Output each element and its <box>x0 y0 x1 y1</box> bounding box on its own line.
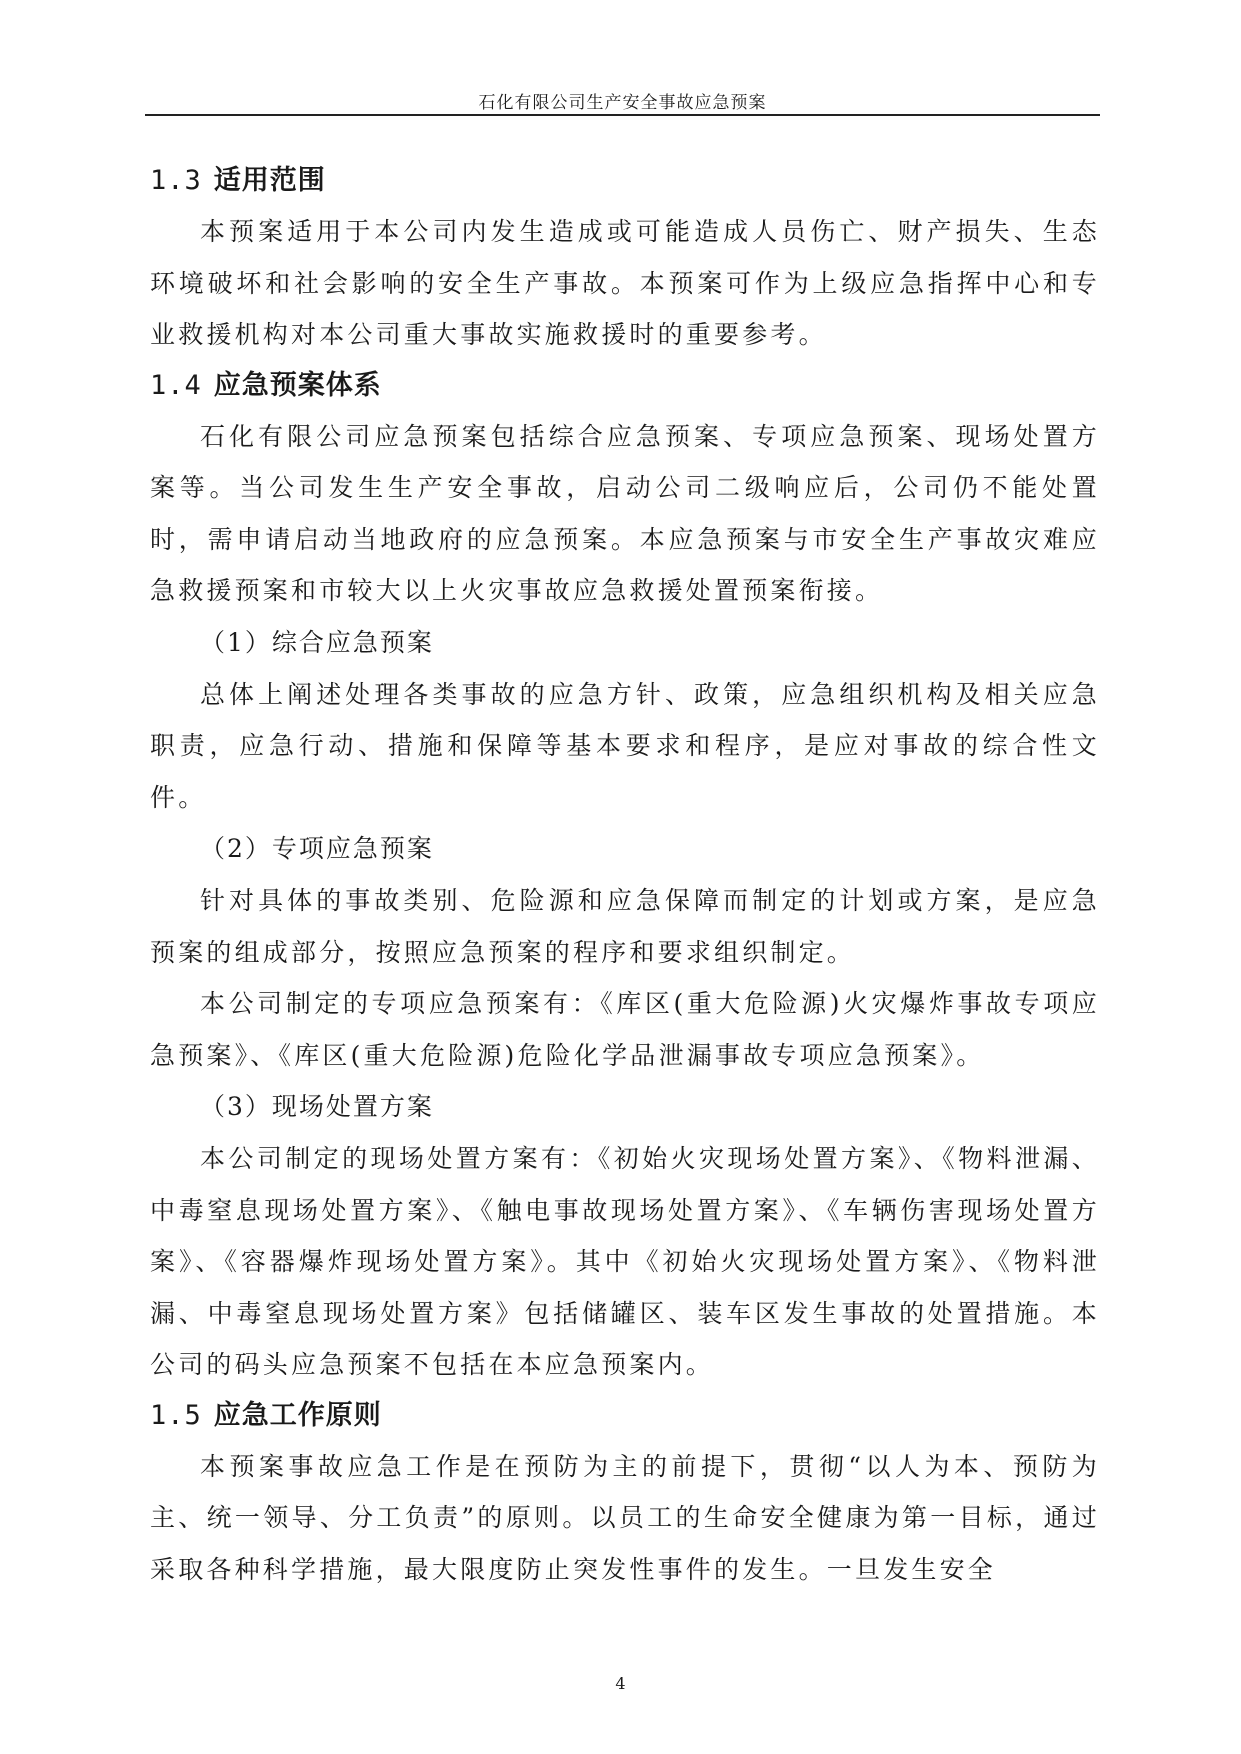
page-body <box>150 156 1100 1595</box>
subsection-label: （1）综合应急预案 <box>200 627 434 657</box>
section-number: 1.3 <box>150 165 202 196</box>
section-title: 应急工作原则 <box>213 1399 382 1431</box>
section-title: 适用范围 <box>213 165 326 196</box>
paragraph: 本预案事故应急工作是在预防为主的前提下，贯彻“以人为本、预防为主、统一领导、分工负责”的原则。以员工的生命安全健康为第一目标，通过采取各种科学措施，最大限度防止突发性事件的发生。一旦发生安全 <box>150 1451 1100 1584</box>
section-number: 1.4 <box>150 369 202 401</box>
paragraph: 石化有限公司应急预案包括综合应急预案、专项应急预案、现场处置方案等。当公司发生生产安全事故，启动公司二级响应后，公司仍不能处置时，需申请启动当地政府的应急预案。本应急预案与市安全生产事故灾难应急救援预案和市较大以上火灾事故应急救援处置预案衔接。 <box>150 421 1100 605</box>
section-heading <box>150 1391 1100 1441</box>
page-number: 4 <box>615 1674 626 1693</box>
header-divider <box>145 114 1100 116</box>
subsection-label: （2）专项应急预案 <box>200 834 434 863</box>
subsection-label: （3）现场处置方案 <box>200 1092 434 1121</box>
paragraph: 总体上阐述处理各类事故的应急方针、政策，应急组织机构及相关应急职责，应急行动、措施和保障等基本要求和程序，是应对事故的综合性文件。 <box>150 679 1100 812</box>
section-heading <box>150 361 1100 411</box>
running-header: 石化有限公司生产安全事故应急预案 <box>478 93 767 113</box>
paragraph: 本公司制定的现场处置方案有：《初始火灾现场处置方案》、《物料泄漏、中毒窒息现场处置方案》、《触电事故现场处置方案》、《车辆伤害现场处置方案》、《容器爆炸现场处置方案》。其中《初始火灾现场处置方案》、《物料泄漏、中毒窒息现场处置方案》包括储罐区、装车区发生事故的处置措施。本公司的码头应急预案不包括在本应急预案内。 <box>150 1144 1100 1379</box>
section-title: 应急预案体系 <box>213 369 382 401</box>
section-number: 1.5 <box>150 1399 202 1431</box>
paragraph: 本预案适用于本公司内发生造成或可能造成人员伤亡、财产损失、生态环境破坏和社会影响的安全生产事故。本预案可作为上级应急指挥中心和专业救援机构对本公司重大事故实施救援时的重要参考。 <box>150 217 1100 349</box>
section-heading <box>150 156 1100 206</box>
paragraph: 本公司制定的专项应急预案有：《库区(重大危险源)火灾爆炸事故专项应急预案》、《库区(重大危险源)危险化学品泄漏事故专项应急预案》。 <box>150 989 1100 1070</box>
paragraph: 针对具体的事故类别、危险源和应急保障而制定的计划或方案，是应急预案的组成部分，按照应急预案的程序和要求组织制定。 <box>150 886 1100 967</box>
